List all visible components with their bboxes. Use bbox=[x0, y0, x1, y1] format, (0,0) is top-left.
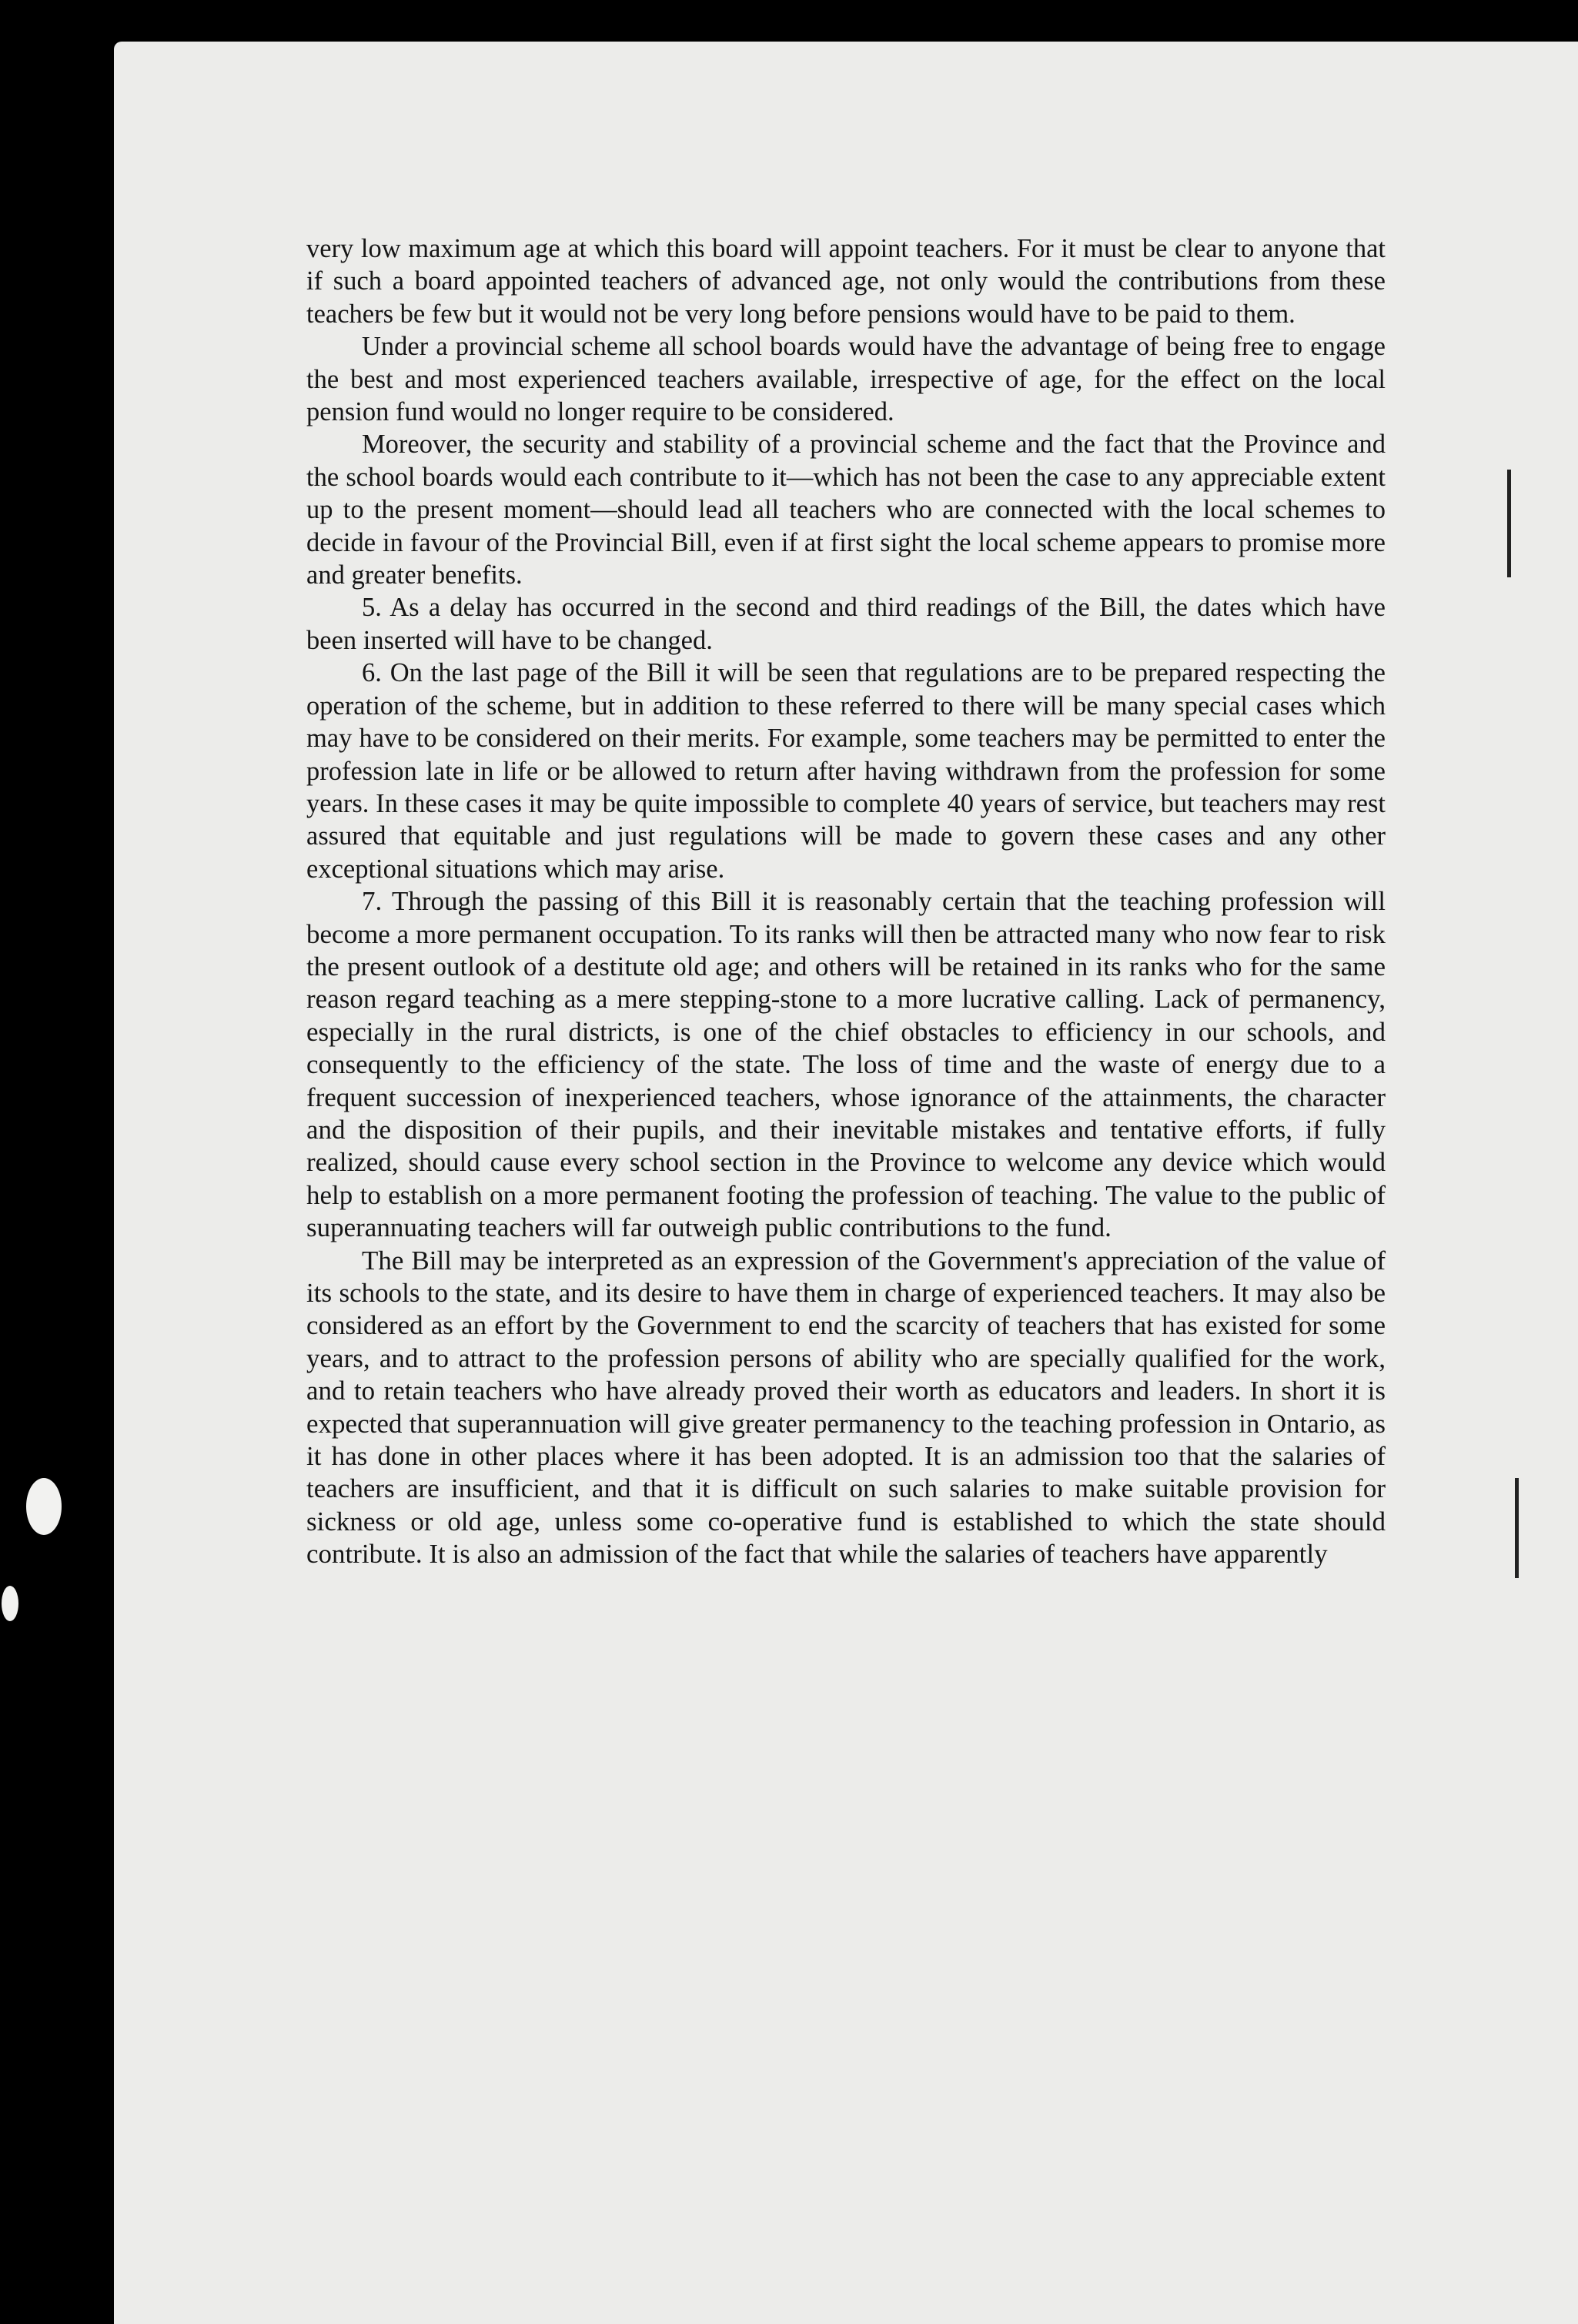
document-body bbox=[306, 232, 1386, 1571]
margin-mark-right-1 bbox=[1507, 470, 1511, 577]
paragraph-1: very low maximum age at which this board will appoint teachers. For it must be clear to anyone that if such a board appointed teachers of advanced age, not only would the contributions from these teachers be few but it would not be very long before pensions would have to be paid to them. bbox=[306, 234, 1386, 329]
paragraph-5: 6. On the last page of the Bill it will be seen that regulations are to be prepared respecting the operation of the scheme, but in addition to these referred to there will be many special cases which may have to be considered on their merits. For example, some teachers may be permitted to enter the profession late in life or be allowed to return after having withdrawn from the profession for some years. In these cases it may be quite impossible to complete 40 years of service, but teachers may rest assured that equitable and just regulations will be made to govern these cases and any other exceptional situations which may arise. bbox=[306, 658, 1386, 884]
scan-artifact-left-2 bbox=[2, 1586, 18, 1621]
scan-artifact-left-1 bbox=[26, 1478, 62, 1535]
paragraph-2: Under a provincial scheme all school boards would have the advantage of being free to engage the best and most experienced teachers available, irrespective of age, for the effect on the local pension fund would no longer require to be considered. bbox=[306, 332, 1386, 427]
margin-mark-right-2 bbox=[1515, 1478, 1519, 1578]
paragraph-7: The Bill may be interpreted as an expression of the Government's appreciation of the value of its schools to the state, and its desire to have them in charge of experienced teachers. It may also be considered as an effort by the Government to end the scarcity of teachers that has existed for some years, and to attract to the profession persons of ability who are specially qualified for the work, and to retain teachers who have already proved their worth as educators and leaders. In short it is expected that superannuation will give greater permanency to the teaching profession in Ontario, as it has done in other places where it has been adopted. It is an admission too that the salaries of teachers are insufficient, and that it is difficult on such salaries to make suitable provision for sickness or old age, unless some co-operative fund is established to which the state should contribute. It is also an admission of the fact that while the salaries of teachers have apparently bbox=[306, 1245, 1386, 1570]
paragraph-4: 5. As a delay has occurred in the second and third readings of the Bill, the dates which have been inserted will have to be changed. bbox=[306, 593, 1386, 655]
paragraph-6: 7. Through the passing of this Bill it is reasonably certain that the teaching profession will become a more permanent occupation. To its ranks will then be attracted many who now fear to risk the present outlook of a destitute old age; and others will be retained in its ranks who for the same reason regard teaching as a mere stepping-stone to a more lucrative calling. Lack of permanency, especially in the rural districts, is one of the chief obstacles to efficiency in our schools, and consequently to the efficiency of the state. The loss of time and the waste of energy due to a frequent succession of inexperienced teachers, whose ignorance of the attainments, the character and the disposition of their pupils, and their inevitable mistakes and tentative efforts, if fully realized, should cause every school section in the Province to welcome any device which would help to establish on a more permanent footing the profession of teaching. The value to the public of superannuating teachers will far outweigh public contributions to the fund. bbox=[306, 886, 1386, 1243]
paragraph-3: Moreover, the security and stability of a provincial scheme and the fact that the Province and the school boards would each contribute to it—which has not been the case to any appreciable extent up to the present moment—should lead all teachers who are connected with the local schemes to decide in favour of the Provincial Bill, even if at first sight the local scheme appears to promise more and greater benefits. bbox=[306, 430, 1386, 590]
